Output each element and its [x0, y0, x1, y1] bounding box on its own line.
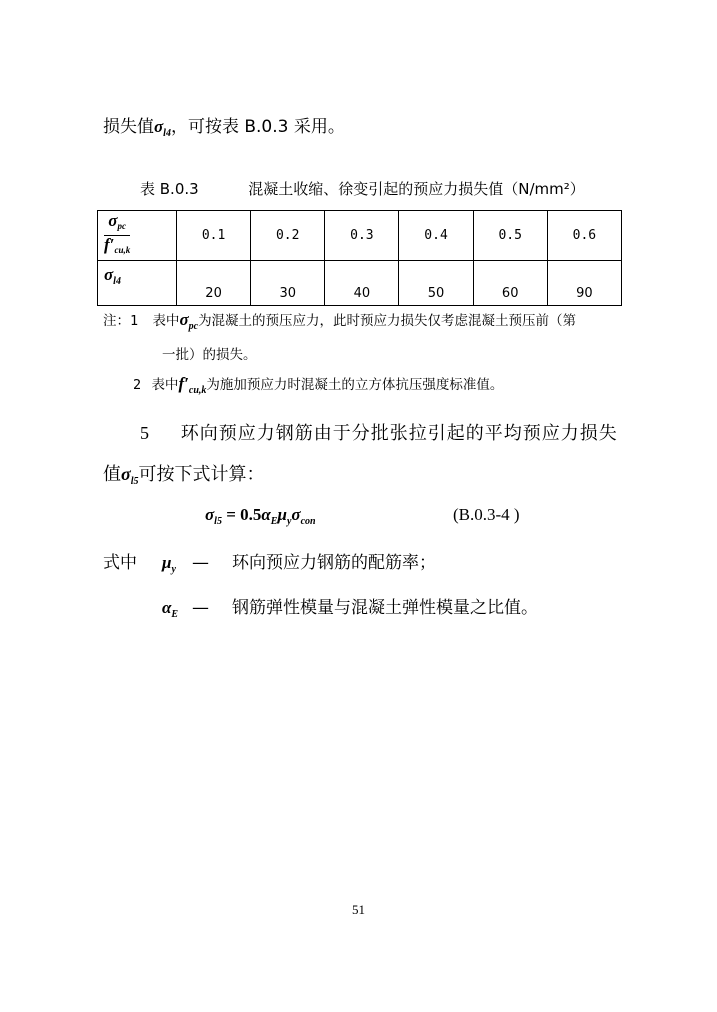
note-1-continuation: 一批）的损失。 [162, 347, 257, 363]
intro-prefix: 损失值 [103, 117, 154, 137]
note-2-prefix: 表中 [151, 377, 179, 393]
definition-alpha-e: $\alpha_E$ — 钢筋弹性模量与混凝土弹性模量之比值。 [162, 598, 538, 620]
page-number: 51 [352, 902, 365, 917]
table-caption-title: 混凝土收缩、徐变引起的预应力损失值（N/mm²） [248, 180, 585, 198]
note-2-number: 2 [133, 377, 142, 393]
ratio-cell: 0.3 [325, 211, 399, 261]
note-label: 注： [103, 313, 130, 329]
header-loss-label: $\sigma_{l4}$ [98, 261, 177, 306]
intro-suffix: ，可按表 B.0.3 采用。 [170, 117, 345, 137]
ratio-cell: 0.6 [547, 211, 621, 261]
note-1-text: 为混凝土的预压应力，此时预应力损失仅考虑混凝土预压前（第 [198, 313, 577, 329]
definition-mu-y: $\mu_y$ — 环向预应力钢筋的配筋率； [162, 553, 436, 575]
table-row-ratio [98, 211, 622, 261]
loss-cell: 30 [251, 261, 325, 306]
loss-cell: 60 [473, 261, 547, 306]
intro-line [103, 112, 345, 139]
table-caption [140, 178, 585, 199]
ratio-cell: 0.2 [251, 211, 325, 261]
item-5-number: 5 [140, 423, 149, 443]
loss-cell: 20 [177, 261, 251, 306]
table-caption-number: 表 B.0.3 [140, 180, 199, 198]
stress-ratio-fraction: $\frac{\sigma_{pc}}{f'_{cu,k}}$ [104, 211, 131, 255]
ratio-cell: 0.5 [473, 211, 547, 261]
loss-cell: 40 [325, 261, 399, 306]
note-1-prefix: 表中 [152, 313, 180, 329]
loss-cell: 50 [399, 261, 473, 306]
loss-cell: 90 [547, 261, 621, 306]
ratio-cell: 0.4 [399, 211, 473, 261]
loss-table [97, 210, 622, 306]
header-ratio-label [98, 211, 177, 261]
item-5-text: 环向预应力钢筋由于分批张拉引起的平均预应力损失 [180, 423, 618, 444]
where-label: 式中 [103, 553, 137, 573]
note-2: 2 表中$f'_{cu,k}$为施加预应力时混凝土的立方体抗压强度标准值。 [133, 374, 504, 396]
formula-b034: $\sigma_{l5} = 0.5\alpha_E\mu_y\sigma_{con}$ [205, 505, 316, 527]
item-5 [140, 419, 618, 445]
ratio-cell: 0.1 [177, 211, 251, 261]
note-1: 注：1 表中$\sigma_{pc}$为混凝土的预压应力，此时预应力损失仅考虑混凝土预压前（第 [103, 310, 577, 332]
item-5-continuation: 值$\sigma_{l5}$可按下式计算： [103, 464, 265, 487]
formula-number: (B.0.3-4 ) [453, 505, 520, 524]
table-row-loss [98, 261, 622, 306]
note-1-number: 1 [130, 313, 139, 329]
note-2-text: 为施加预应力时混凝土的立方体抗压强度标准值。 [206, 377, 504, 393]
sigma-l4-symbol: $\sigma_{l4}$ [154, 117, 171, 139]
